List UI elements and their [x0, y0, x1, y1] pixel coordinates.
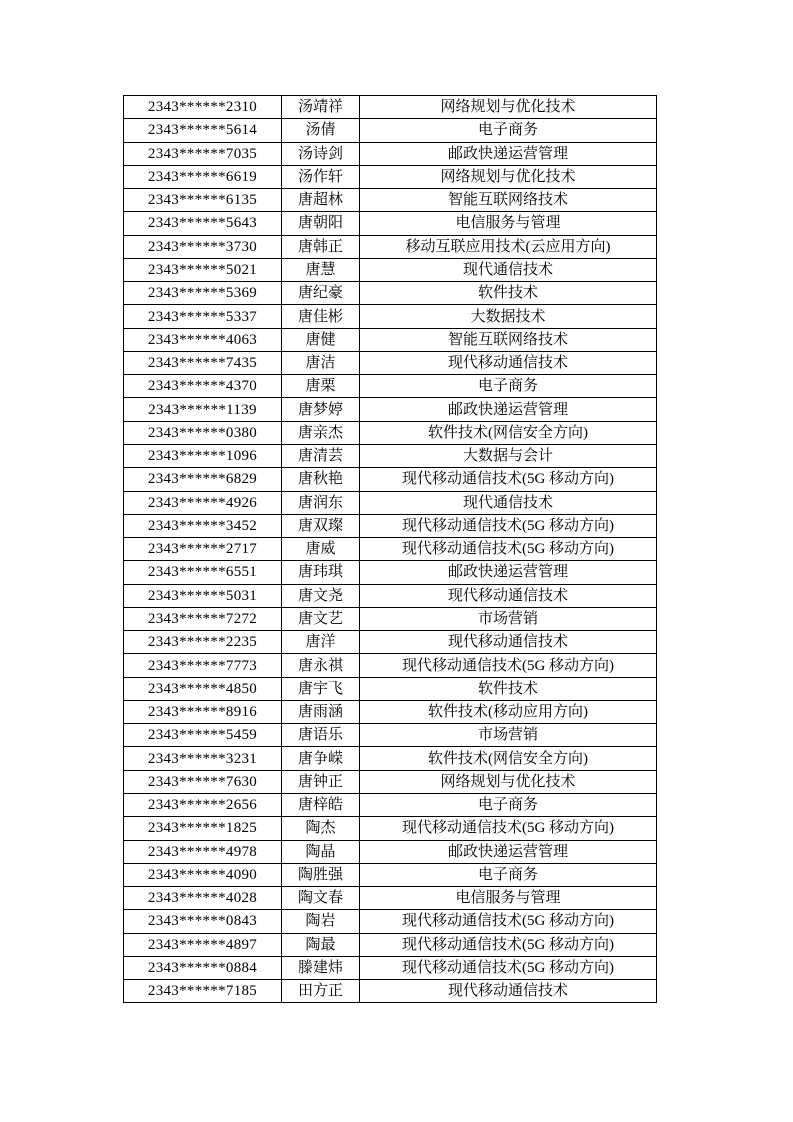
student-id-cell: 2343******6619	[124, 165, 282, 188]
student-id-cell: 2343******4028	[124, 887, 282, 910]
student-id-cell: 2343******6551	[124, 561, 282, 584]
major-cell: 市场营销	[360, 607, 657, 630]
table-row	[124, 514, 657, 537]
student-name-cell: 陶文春	[282, 887, 360, 910]
student-id-cell: 2343******4926	[124, 491, 282, 514]
table-row	[124, 631, 657, 654]
table-row	[124, 607, 657, 630]
table-row	[124, 468, 657, 491]
student-name-cell: 唐秋艳	[282, 468, 360, 491]
table-row	[124, 96, 657, 119]
student-name-cell: 唐洁	[282, 351, 360, 374]
student-id-cell: 2343******5614	[124, 119, 282, 142]
student-name-cell: 唐亲杰	[282, 421, 360, 444]
table-row	[124, 654, 657, 677]
major-cell: 电子商务	[360, 863, 657, 886]
student-id-cell: 2343******4090	[124, 863, 282, 886]
student-id-cell: 2343******3452	[124, 514, 282, 537]
major-cell: 现代移动通信技术(5G 移动方向)	[360, 956, 657, 979]
student-name-cell: 汤倩	[282, 119, 360, 142]
major-cell: 现代移动通信技术(5G 移动方向)	[360, 468, 657, 491]
table-row	[124, 212, 657, 235]
student-id-cell: 2343******5021	[124, 258, 282, 281]
table-row	[124, 165, 657, 188]
major-cell: 现代移动通信技术(5G 移动方向)	[360, 817, 657, 840]
student-name-cell: 唐双璨	[282, 514, 360, 537]
table-row	[124, 700, 657, 723]
student-id-cell: 2343******7185	[124, 980, 282, 1003]
table-row	[124, 282, 657, 305]
student-id-cell: 2343******7773	[124, 654, 282, 677]
student-name-cell: 滕建炜	[282, 956, 360, 979]
student-name-cell: 陶杰	[282, 817, 360, 840]
student-id-cell: 2343******5337	[124, 305, 282, 328]
student-name-cell: 田方正	[282, 980, 360, 1003]
student-id-cell: 2343******5031	[124, 584, 282, 607]
student-id-cell: 2343******7272	[124, 607, 282, 630]
student-name-cell: 唐健	[282, 328, 360, 351]
major-cell: 网络规划与优化技术	[360, 770, 657, 793]
student-name-cell: 陶晶	[282, 840, 360, 863]
student-name-cell: 唐纪豪	[282, 282, 360, 305]
student-name-cell: 唐文尧	[282, 584, 360, 607]
student-name-cell: 唐梦婷	[282, 398, 360, 421]
student-id-cell: 2343******1139	[124, 398, 282, 421]
student-id-cell: 2343******7630	[124, 770, 282, 793]
student-name-cell: 陶岩	[282, 910, 360, 933]
major-cell: 邮政快递运营管理	[360, 840, 657, 863]
student-id-cell: 2343******0380	[124, 421, 282, 444]
table-row	[124, 491, 657, 514]
table-row	[124, 305, 657, 328]
major-cell: 现代移动通信技术(5G 移动方向)	[360, 654, 657, 677]
student-name-cell: 唐文艺	[282, 607, 360, 630]
student-name-cell: 唐清芸	[282, 444, 360, 467]
student-name-cell: 唐钟正	[282, 770, 360, 793]
table-row	[124, 258, 657, 281]
table-row	[124, 189, 657, 212]
major-cell: 现代移动通信技术	[360, 351, 657, 374]
major-cell: 软件技术	[360, 282, 657, 305]
student-id-cell: 2343******0884	[124, 956, 282, 979]
student-id-cell: 2343******6829	[124, 468, 282, 491]
major-cell: 智能互联网络技术	[360, 189, 657, 212]
student-name-cell: 汤靖祥	[282, 96, 360, 119]
table-row	[124, 142, 657, 165]
major-cell: 电子商务	[360, 793, 657, 816]
student-id-cell: 2343******5643	[124, 212, 282, 235]
major-cell: 软件技术	[360, 677, 657, 700]
major-cell: 移动互联应用技术(云应用方向)	[360, 235, 657, 258]
table-row	[124, 770, 657, 793]
major-cell: 电信服务与管理	[360, 887, 657, 910]
student-id-cell: 2343******7435	[124, 351, 282, 374]
table-row	[124, 584, 657, 607]
student-name-cell: 唐争嵘	[282, 747, 360, 770]
student-name-cell: 唐雨涵	[282, 700, 360, 723]
student-name-cell: 唐佳彬	[282, 305, 360, 328]
student-id-cell: 2343******4978	[124, 840, 282, 863]
table-row	[124, 444, 657, 467]
student-id-cell: 2343******3231	[124, 747, 282, 770]
table-row	[124, 351, 657, 374]
major-cell: 现代移动通信技术	[360, 631, 657, 654]
major-cell: 智能互联网络技术	[360, 328, 657, 351]
student-name-cell: 唐慧	[282, 258, 360, 281]
student-name-cell: 唐朝阳	[282, 212, 360, 235]
major-cell: 现代移动通信技术(5G 移动方向)	[360, 514, 657, 537]
table-row	[124, 840, 657, 863]
major-cell: 现代移动通信技术(5G 移动方向)	[360, 910, 657, 933]
student-roster-table	[123, 95, 657, 1003]
student-name-cell: 唐宇飞	[282, 677, 360, 700]
major-cell: 现代通信技术	[360, 491, 657, 514]
student-name-cell: 唐永祺	[282, 654, 360, 677]
major-cell: 网络规划与优化技术	[360, 96, 657, 119]
student-id-cell: 2343******2656	[124, 793, 282, 816]
major-cell: 软件技术(移动应用方向)	[360, 700, 657, 723]
table-row	[124, 863, 657, 886]
student-id-cell: 2343******3730	[124, 235, 282, 258]
table-row	[124, 328, 657, 351]
table-row	[124, 910, 657, 933]
student-id-cell: 2343******4370	[124, 375, 282, 398]
student-name-cell: 陶胜强	[282, 863, 360, 886]
student-id-cell: 2343******6135	[124, 189, 282, 212]
table-row	[124, 538, 657, 561]
student-name-cell: 唐威	[282, 538, 360, 561]
major-cell: 现代移动通信技术	[360, 980, 657, 1003]
student-id-cell: 2343******4897	[124, 933, 282, 956]
student-id-cell: 2343******2310	[124, 96, 282, 119]
major-cell: 电子商务	[360, 375, 657, 398]
major-cell: 软件技术(网信安全方向)	[360, 747, 657, 770]
student-id-cell: 2343******8916	[124, 700, 282, 723]
table-row	[124, 119, 657, 142]
major-cell: 邮政快递运营管理	[360, 561, 657, 584]
student-id-cell: 2343******2235	[124, 631, 282, 654]
table-row	[124, 887, 657, 910]
major-cell: 现代移动通信技术(5G 移动方向)	[360, 933, 657, 956]
student-name-cell: 唐洋	[282, 631, 360, 654]
major-cell: 现代通信技术	[360, 258, 657, 281]
table-row	[124, 933, 657, 956]
major-cell: 市场营销	[360, 724, 657, 747]
student-id-cell: 2343******4850	[124, 677, 282, 700]
student-table-body	[124, 96, 657, 1003]
major-cell: 网络规划与优化技术	[360, 165, 657, 188]
student-name-cell: 唐语乐	[282, 724, 360, 747]
student-name-cell: 汤诗剑	[282, 142, 360, 165]
student-name-cell: 唐玮琪	[282, 561, 360, 584]
major-cell: 软件技术(网信安全方向)	[360, 421, 657, 444]
major-cell: 电信服务与管理	[360, 212, 657, 235]
student-id-cell: 2343******5459	[124, 724, 282, 747]
table-row	[124, 747, 657, 770]
student-name-cell: 陶最	[282, 933, 360, 956]
major-cell: 邮政快递运营管理	[360, 142, 657, 165]
student-id-cell: 2343******4063	[124, 328, 282, 351]
student-name-cell: 唐栗	[282, 375, 360, 398]
student-name-cell: 唐梓皓	[282, 793, 360, 816]
table-row	[124, 980, 657, 1003]
table-row	[124, 375, 657, 398]
major-cell: 邮政快递运营管理	[360, 398, 657, 421]
student-name-cell: 唐润东	[282, 491, 360, 514]
table-row	[124, 398, 657, 421]
student-id-cell: 2343******7035	[124, 142, 282, 165]
table-row	[124, 956, 657, 979]
table-row	[124, 817, 657, 840]
table-row	[124, 421, 657, 444]
student-id-cell: 2343******1096	[124, 444, 282, 467]
major-cell: 大数据技术	[360, 305, 657, 328]
table-row	[124, 677, 657, 700]
table-row	[124, 793, 657, 816]
major-cell: 电子商务	[360, 119, 657, 142]
major-cell: 现代移动通信技术(5G 移动方向)	[360, 538, 657, 561]
student-name-cell: 唐超林	[282, 189, 360, 212]
table-row	[124, 561, 657, 584]
student-id-cell: 2343******5369	[124, 282, 282, 305]
table-row	[124, 724, 657, 747]
student-name-cell: 汤作轩	[282, 165, 360, 188]
major-cell: 大数据与会计	[360, 444, 657, 467]
table-row	[124, 235, 657, 258]
student-id-cell: 2343******0843	[124, 910, 282, 933]
major-cell: 现代移动通信技术	[360, 584, 657, 607]
student-name-cell: 唐韩正	[282, 235, 360, 258]
student-id-cell: 2343******1825	[124, 817, 282, 840]
student-id-cell: 2343******2717	[124, 538, 282, 561]
